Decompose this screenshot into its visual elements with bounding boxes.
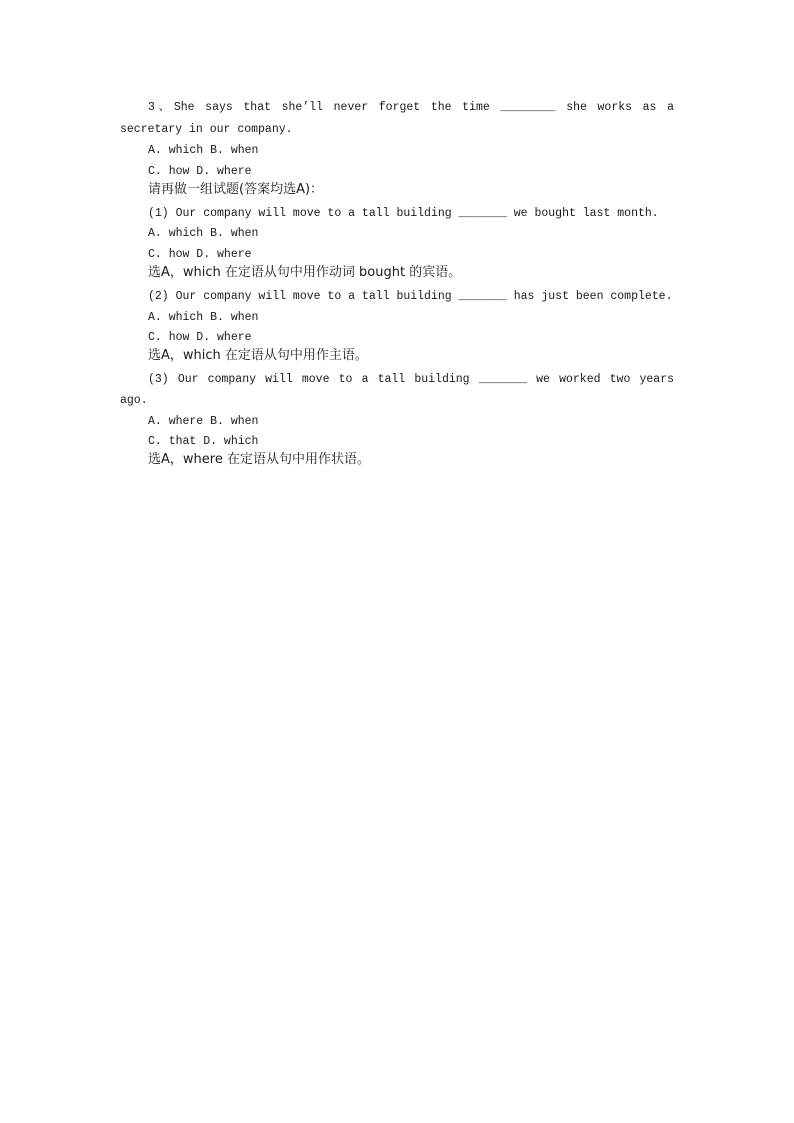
sub-question-3-answer: 选A，where 在定语从句中用作状语。: [148, 452, 370, 467]
sub-question-1-stem: (1) Our company will move to a tall building _______ we bought last month.: [148, 207, 659, 220]
sub-question-1-answer: 选A，which 在定语从句中用作动词 bought 的宾语。: [148, 265, 462, 280]
sub-question-2-options-ab: A. which B. when: [148, 311, 259, 324]
sub-question-3-stem-line-2: ago.: [120, 394, 148, 407]
sub-question-1-options-ab: A. which B. when: [148, 227, 259, 240]
sub-question-1-options-cd: C. how D. where: [148, 248, 252, 261]
group-intro: 请再做一组试题(答案均选A)：: [148, 182, 324, 197]
question-3-options-ab: A. which B. when: [148, 144, 259, 157]
sub-question-2-stem: (2) Our company will move to a tall building _______ has just been complete.: [148, 290, 673, 303]
question-3-options-cd: C. how D. where: [148, 165, 252, 178]
question-3-stem-line-2: secretary in our company.: [120, 123, 293, 136]
sub-question-3-options-cd: C. that D. which: [148, 435, 259, 448]
question-3-stem-line-1: 3、She says that she’ll never forget the time ________ she works as a: [148, 101, 674, 114]
sub-question-3-stem-line-1: (3) Our company will move to a tall building _______ we worked two years: [148, 373, 674, 386]
sub-question-3-options-ab: A. where B. when: [148, 415, 259, 428]
sub-question-2-answer: 选A，which 在定语从句中用作主语。: [148, 348, 368, 363]
sub-question-2-options-cd: C. how D. where: [148, 331, 252, 344]
